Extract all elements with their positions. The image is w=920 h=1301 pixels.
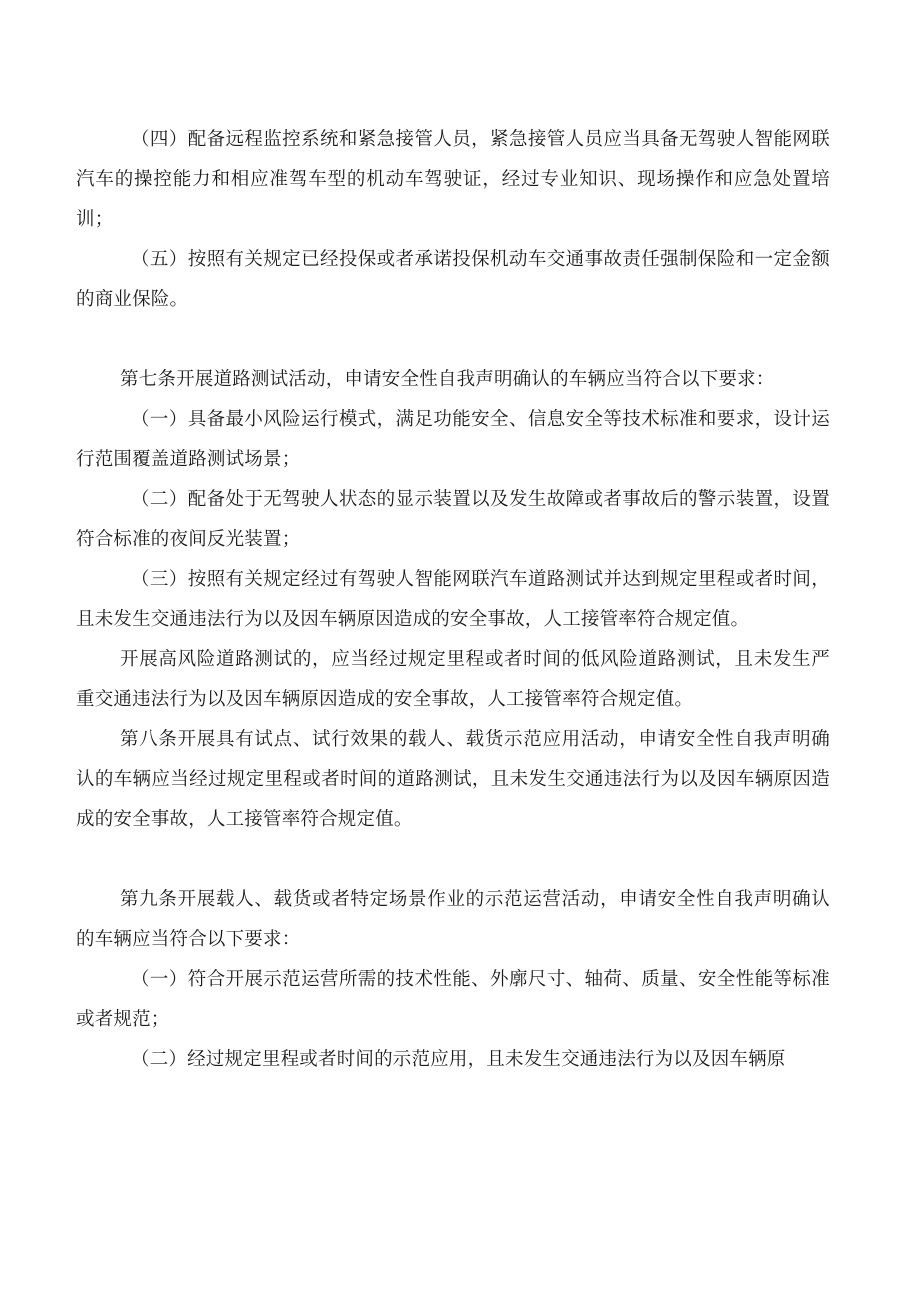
paragraph-item-5: （五）按照有关规定已经投保或者承诺投保机动车交通事故责任强制保险和一定金额的商业保险。 — [76, 249, 830, 310]
article-7-item-2: （二）配备处于无驾驶人状态的显示装置以及发生故障或者事故后的警示装置，设置符合标准的夜间反光装置； — [76, 489, 830, 550]
article-9-item-1: （一）符合开展示范运营所需的技术性能、外廓尺寸、轴荷、质量、安全性能等标准或者规范； — [76, 969, 830, 1030]
paragraph-item-4: （四）配备远程监控系统和紧急接管人员，紧急接管人员应当具备无驾驶人智能网联汽车的操控能力和相应准驾车型的机动车驾驶证，经过专业知识、现场操作和应急处置培训； — [76, 129, 830, 230]
article-8-paragraph: 第八条开展具有试点、试行效果的载人、载货示范应用活动，申请安全性自我声明确认的车辆应当经过规定里程或者时间的道路测试，且未发生交通违法行为以及因车辆原因造成的安全事故，人工接管率符合规定值。 — [76, 729, 830, 830]
article-7-high-risk-paragraph: 开展高风险道路测试的，应当经过规定里程或者时间的低风险道路测试，且未发生严重交通违法行为以及因车辆原因造成的安全事故，人工接管率符合规定值。 — [76, 649, 830, 710]
article-7-heading: 第七条开展道路测试活动，申请安全性自我声明确认的车辆应当符合以下要求： — [120, 369, 775, 390]
document-page — [76, 120, 830, 1080]
article-9-heading: 第九条开展载人、载货或者特定场景作业的示范运营活动，申请安全性自我声明确认的车辆应当符合以下要求： — [76, 889, 830, 950]
article-7-item-3: （三）按照有关规定经过有驾驶人智能网联汽车道路测试并达到规定里程或者时间，且未发生交通违法行为以及因车辆原因造成的安全事故，人工接管率符合规定值。 — [76, 569, 830, 630]
article-7-item-1: （一）具备最小风险运行模式，满足功能安全、信息安全等技术标准和要求，设计运行范围覆盖道路测试场景； — [76, 409, 830, 470]
article-9-item-2: （二）经过规定里程或者时间的示范应用，且未发生交通违法行为以及因车辆原 — [131, 1049, 786, 1070]
